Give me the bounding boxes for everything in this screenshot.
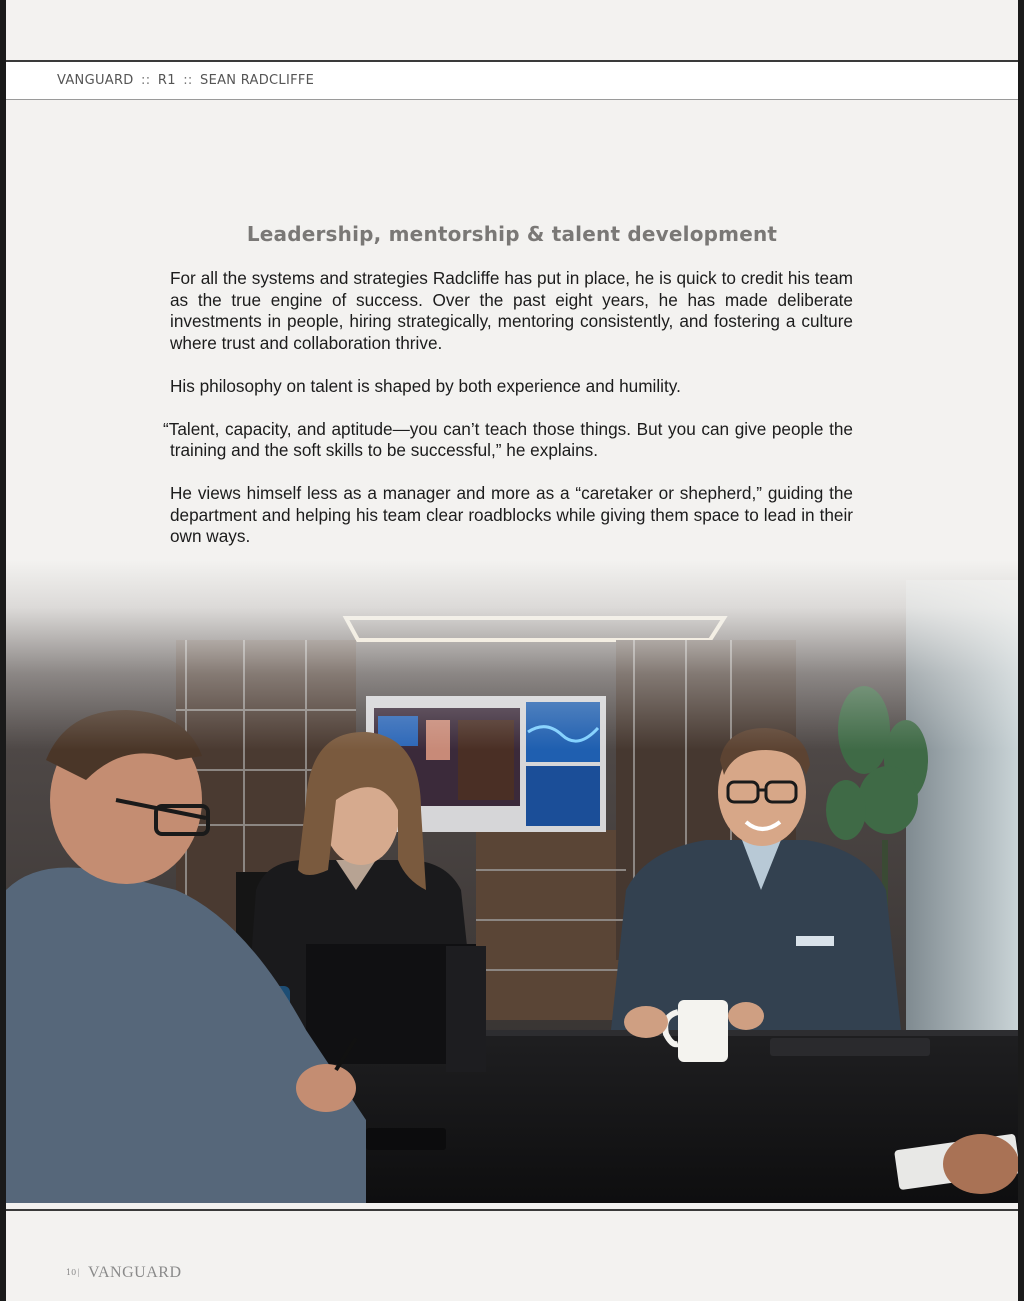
page-divider: | [77,1268,80,1277]
paragraph: His philosophy on talent is shaped by both experience and humility. [170,375,681,396]
quote-paragraph: “Talent, capacity, and aptitude—you can’t teach those things. But you can give people the training and the soft skills to be successful,” he explains. [163,418,853,460]
meeting-photo [6,560,1018,1203]
header-separator: :: [141,73,151,88]
running-header [6,60,1018,100]
article-body [163,268,853,569]
running-head-text [57,73,314,88]
meeting-photo-illustration [6,560,1018,1203]
top-margin [6,0,1018,60]
publication-name: VANGUARD [57,73,134,88]
page-number-value: 10 [66,1268,77,1277]
footer-rule [6,1209,1018,1211]
paragraph: For all the systems and strategies Radcliffe has put in place, he is quick to credit his team as the true engine of success. Over the past eight years, he has made deliberate investments in people, hiring strategically, mentoring consistently, and fostering a culture where trust and collaboration thrive. [170,268,853,353]
page-number [66,1268,83,1277]
section-heading: Leadership, mentorship & talent development [246,222,778,246]
footer-brand-logo: VANGUARD [88,1264,182,1281]
magazine-page [6,0,1018,1301]
issue-label: R1 [157,73,176,88]
header-separator: :: [183,73,193,88]
paragraph: He views himself less as a manager and more as a “caretaker or shepherd,” guiding the department and helping his team clear roadblocks while giving them space to lead in their own ways. [170,483,853,546]
subject-name: SEAN RADCLIFFE [200,73,315,88]
